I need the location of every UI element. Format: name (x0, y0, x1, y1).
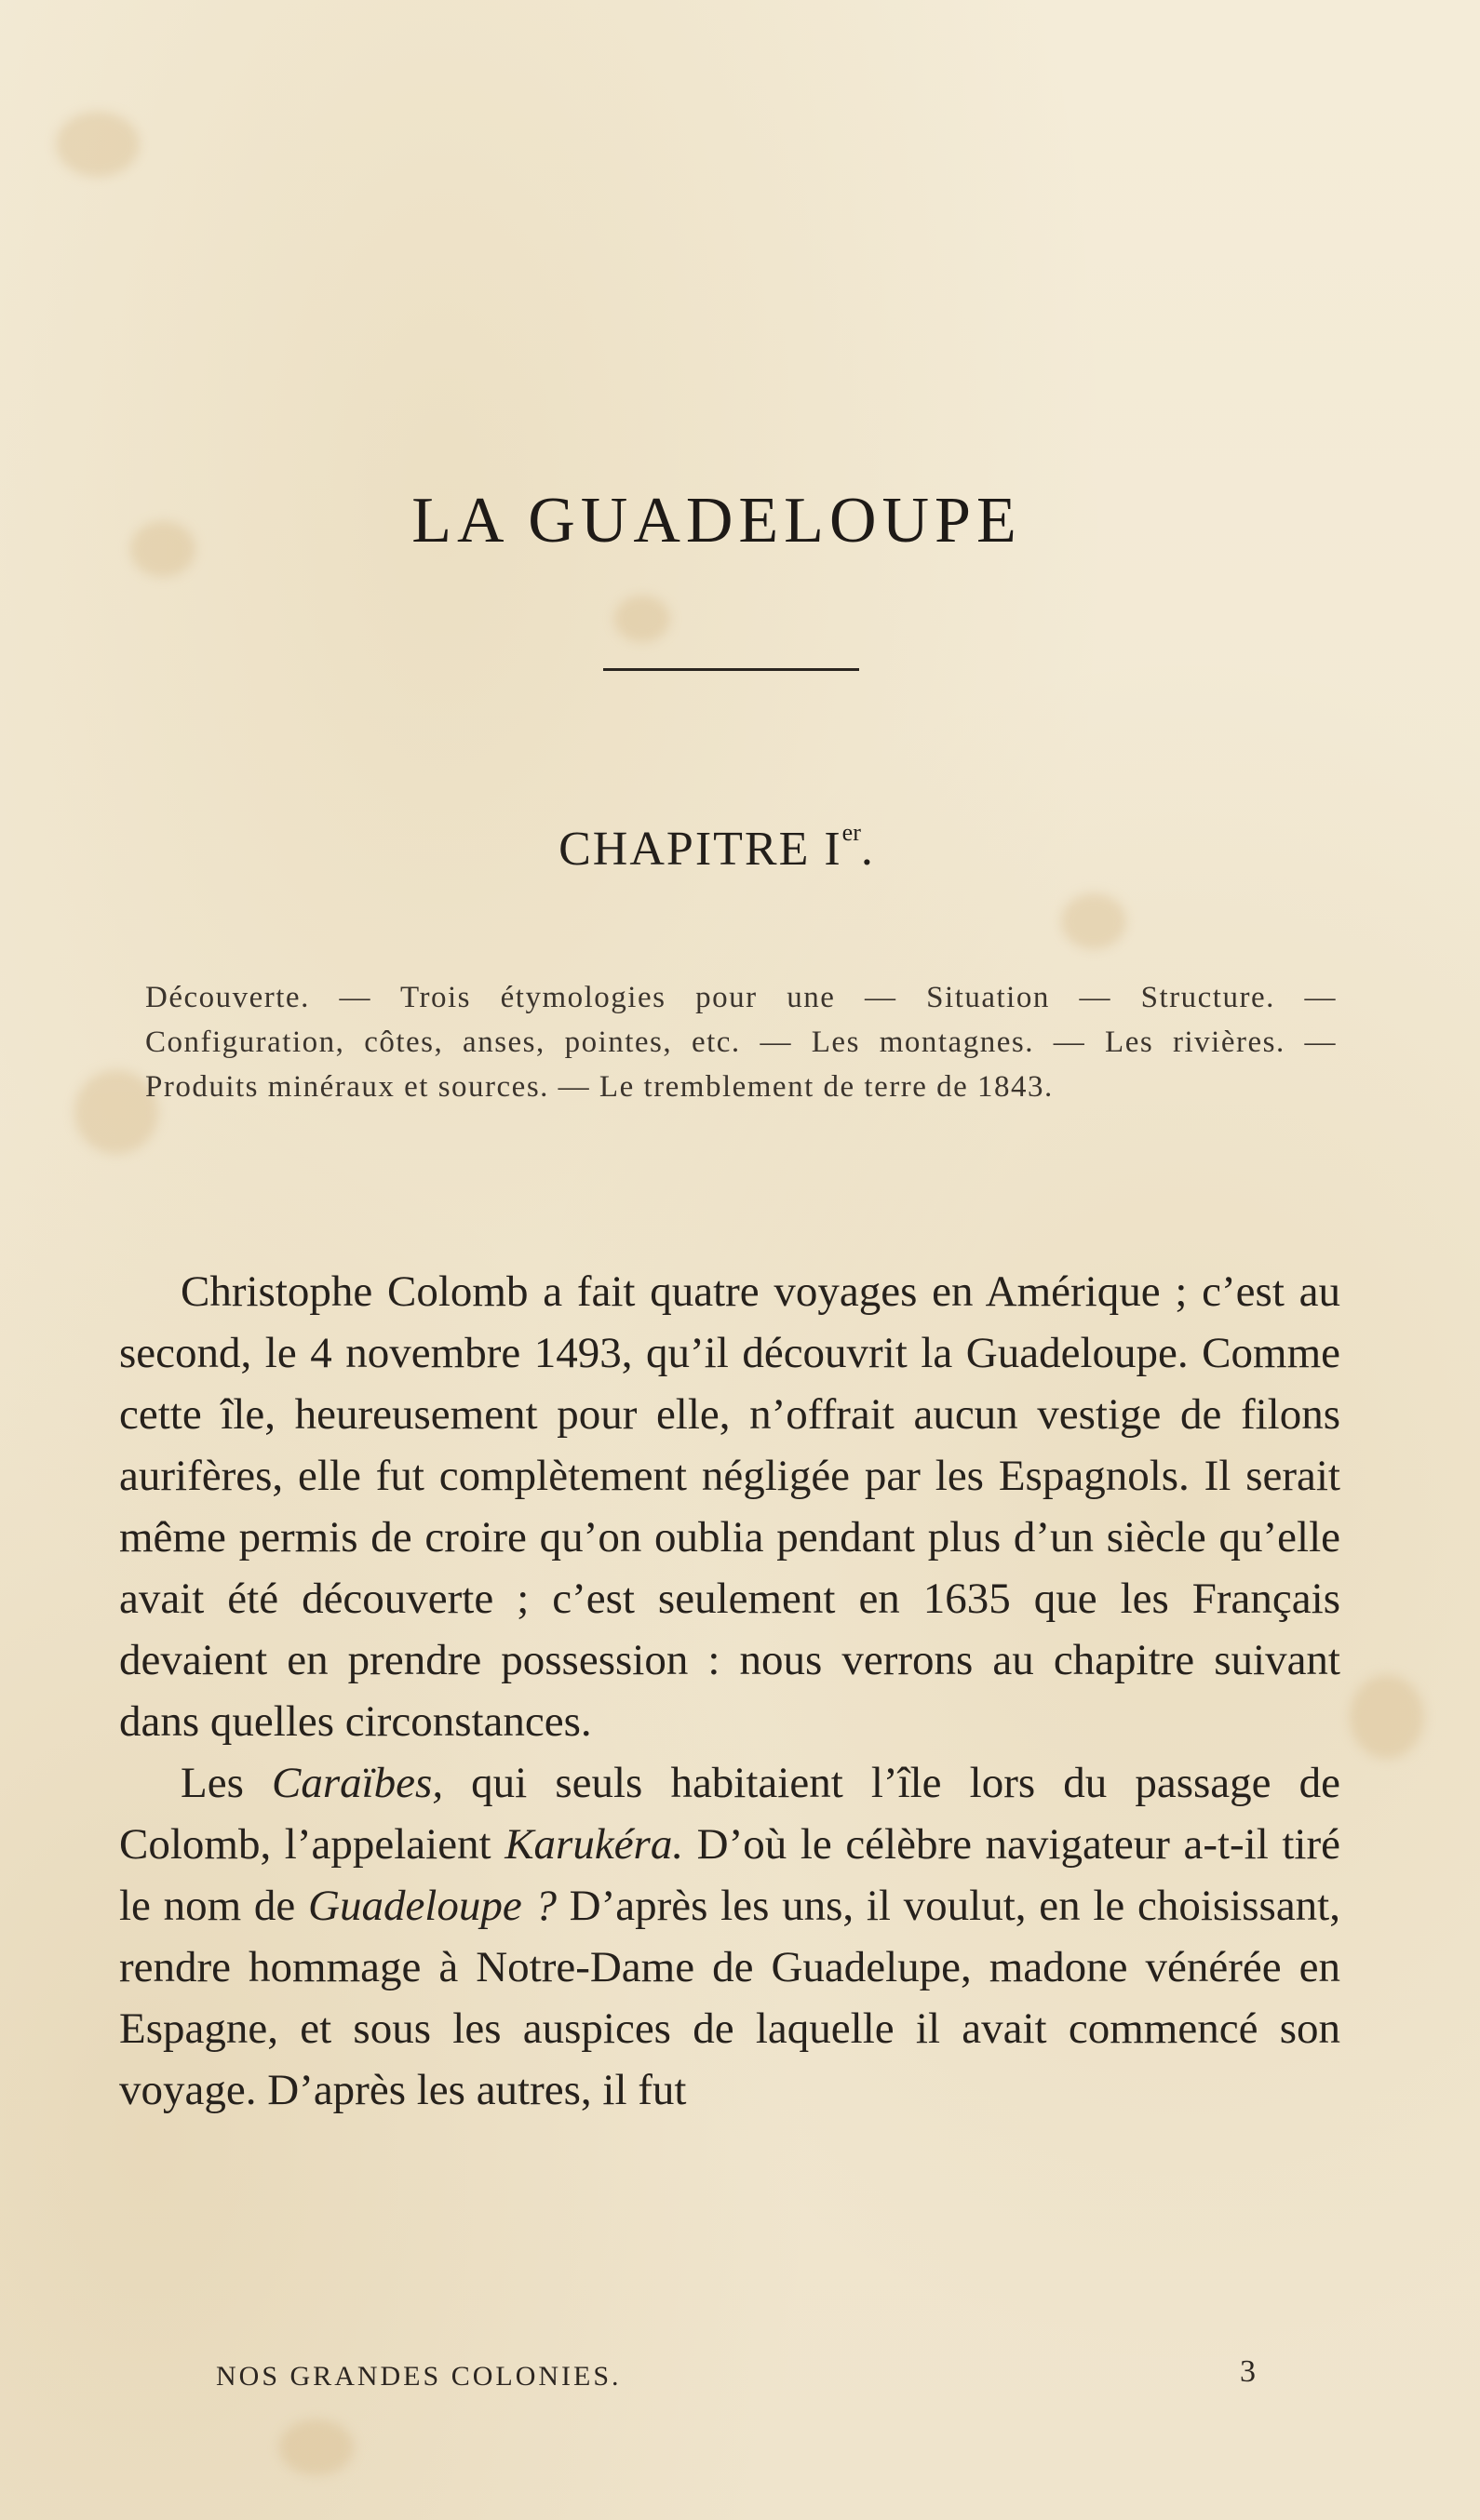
title-divider (603, 668, 859, 671)
body-text (119, 1261, 1340, 2121)
paragraph-2-part-2: qui seuls habitaient l’île lors du passage de Colomb, l’appelaient (119, 1759, 1340, 1869)
term-guadeloupe: Guadeloupe ? (308, 1882, 557, 1930)
chapter-summary: Découverte. — Trois étymologies pour une — Situation — Structure. — Configuration, côtes, anses, pointes, etc. — Les montagnes. — Les rivières. — Produits minéraux et sources. — Le tremblement de terre de 1843. (145, 981, 1337, 1104)
paragraph-2-part-1: Les (181, 1759, 272, 1807)
signature-mark: 3 (1240, 2354, 1256, 2389)
foxing-stain (1350, 1675, 1424, 1759)
foxing-stain (279, 2419, 354, 2475)
foxing-stain (614, 596, 670, 642)
paragraph-2 (119, 1752, 1340, 2121)
term-caraibes: Caraïbes, (271, 1759, 444, 1807)
foxing-stain (1061, 893, 1126, 949)
foxing-stain (56, 112, 140, 177)
chapter-heading (0, 819, 1433, 877)
paragraph-2-part-4: D’après les uns, il voulut, en le choisissant, rendre hommage à Notre-Dame de Guadelupe, madone vénérée en Espagne, et sous les auspices de laquelle il avait commencé son voyage. D’après les autres, il fut (119, 1882, 1340, 2114)
paragraph-1: Christophe Colomb a fait quatre voyages en Amérique ; c’est au second, le 4 novembre 1493, qu’il découvrit la Guadeloupe. Comme cette île, heureusement pour elle, n’offrait aucun vestige de filons aurifères, elle fut complètement négligée par les Espagnols. Il serait même permis de croire qu’on oublia pendant plus d’un siècle qu’elle avait été découverte ; c’est seulement en 1635 que les Français devaient en prendre possession : nous verrons au chapitre suivant dans quelles circonstances. (119, 1267, 1340, 1746)
chapter-suffix: . (860, 823, 875, 876)
page-title: LA GUADELOUPE (411, 485, 1022, 556)
paragraph-2-part-3: D’où le célèbre navigateur a-t-il tiré le nom de (119, 1820, 1340, 1930)
term-karukera: Karukéra. (505, 1820, 684, 1869)
chapter-label: CHAPITRE I (558, 823, 842, 876)
running-footer-title: NOS GRANDES COLONIES. (216, 2361, 622, 2392)
chapter-superscript: er (841, 819, 861, 846)
